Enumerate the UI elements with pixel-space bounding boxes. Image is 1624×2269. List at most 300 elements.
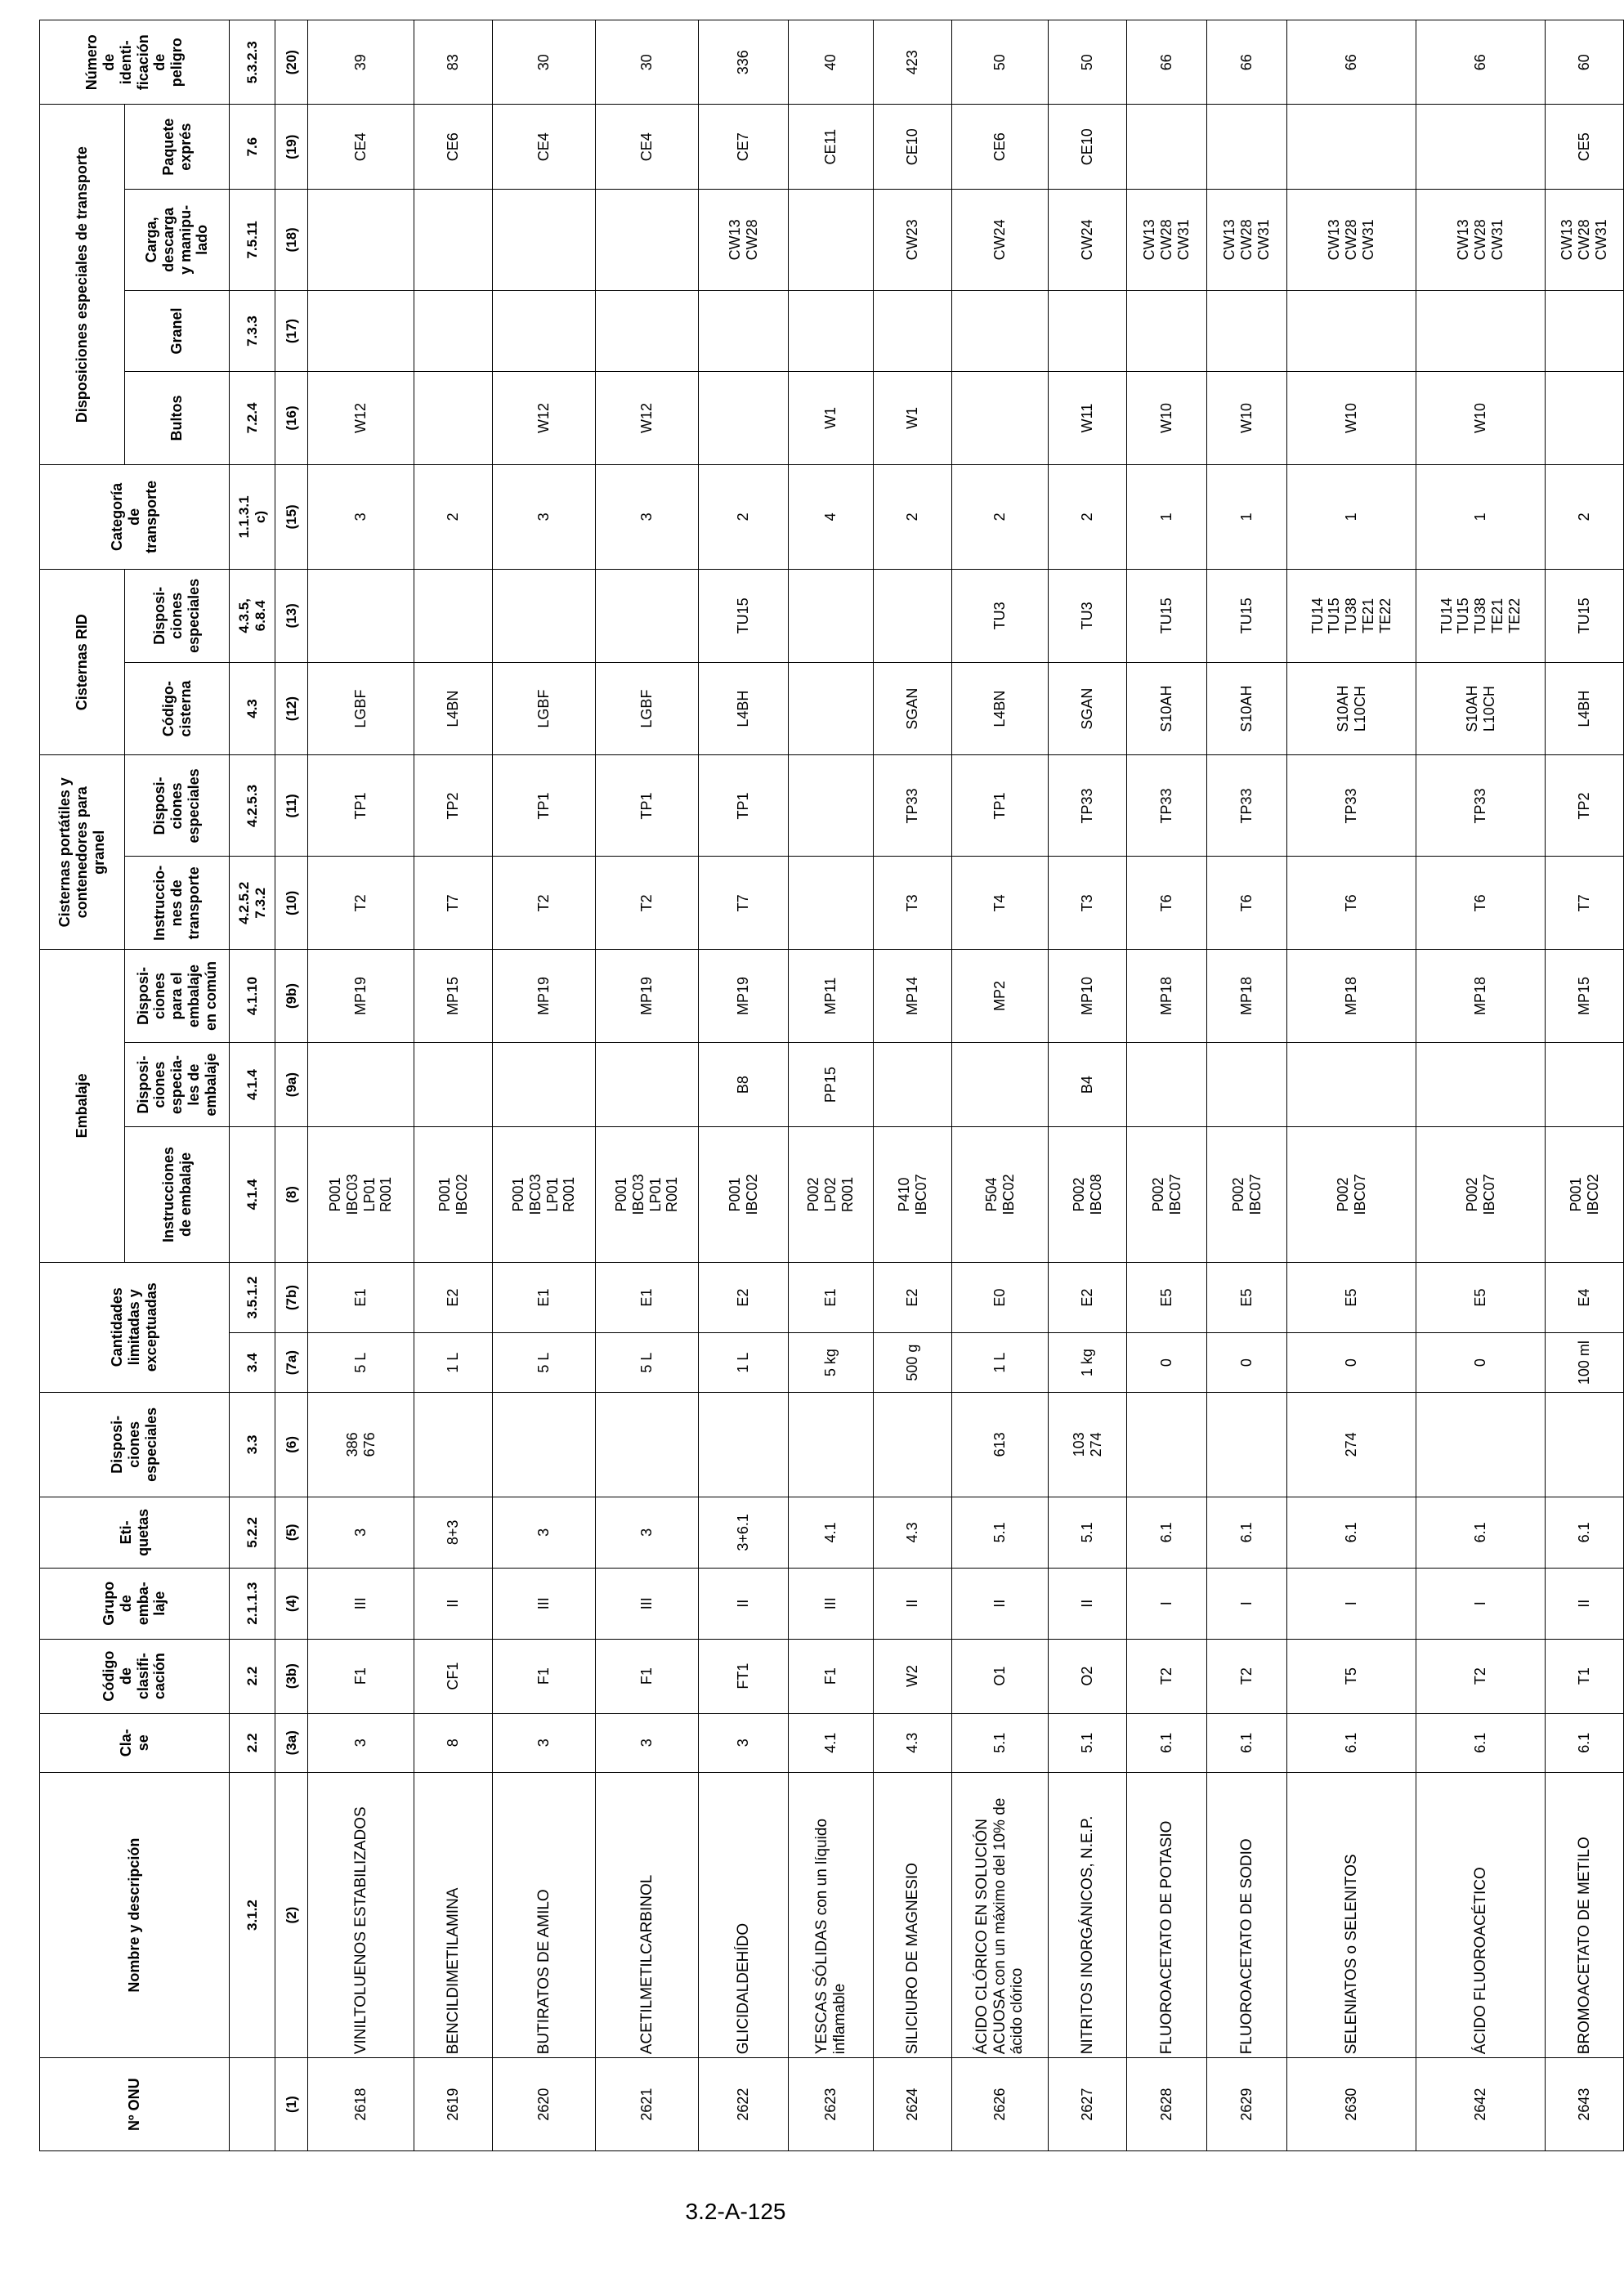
table-cell: L4BN: [414, 662, 493, 755]
column-number-row: [275, 20, 308, 2151]
table-cell: 2: [699, 464, 789, 569]
table-cell: P504 IBC02: [952, 1127, 1049, 1262]
num-cell: (15): [275, 464, 308, 569]
table-cell: P001 IBC02: [699, 1127, 789, 1262]
reference-row: [230, 20, 275, 2151]
table-cell: 0: [1416, 1333, 1546, 1392]
table-cell: II: [699, 1568, 789, 1639]
table-cell: II: [874, 1568, 952, 1639]
table-cell: 4.1: [789, 1713, 874, 1772]
table-cell: 2: [1546, 464, 1624, 569]
un-number-cell: 2619: [414, 2058, 493, 2151]
substance-name-cell: NITRITOS INORGÁNICOS, N.E.P.: [1049, 1772, 1127, 2057]
table-cell: 1: [1287, 464, 1416, 569]
un-number-cell: 2627: [1049, 2058, 1127, 2151]
table-cell: W12: [596, 372, 699, 465]
num-cell: (19): [275, 105, 308, 189]
table-cell: 1 L: [952, 1333, 1049, 1392]
table-cell: 5.1: [952, 1497, 1049, 1568]
table-cell: 1 L: [414, 1333, 493, 1392]
table-cell: MP18: [1416, 950, 1546, 1043]
table-cell: TP33: [1287, 755, 1416, 857]
ref-cell: 7.2.4: [230, 372, 275, 465]
table-cell: [1416, 1392, 1546, 1497]
table-row: [1546, 20, 1624, 2151]
table-cell: W12: [308, 372, 414, 465]
header-class: Cla- se: [40, 1713, 230, 1772]
ref-cell: 5.3.2.3: [230, 20, 275, 105]
table-cell: 1: [1416, 464, 1546, 569]
table-cell: [596, 189, 699, 290]
table-cell: TU14 TU15 TU38 TE21 TE22: [1287, 570, 1416, 663]
table-cell: CW13 CW28: [699, 189, 789, 290]
num-cell: (13): [275, 570, 308, 663]
header-tank-code: Código- cisterna: [125, 662, 230, 755]
table-cell: I: [1416, 1568, 1546, 1639]
table-row: [493, 20, 596, 2151]
table-cell: [874, 290, 952, 371]
table-cell: III: [596, 1568, 699, 1639]
num-cell: (20): [275, 20, 308, 105]
table-cell: 4.3: [874, 1497, 952, 1568]
ref-cell: [230, 2058, 275, 2151]
header-mixed-packing: Disposi- ciones para el embalaje en común: [125, 950, 230, 1043]
table-cell: CW13 CW28 CW31: [1127, 189, 1207, 290]
table-cell: T6: [1416, 857, 1546, 950]
table-cell: [414, 570, 493, 663]
num-cell: (16): [275, 372, 308, 465]
table-cell: PP15: [789, 1042, 874, 1126]
table-cell: II: [414, 1568, 493, 1639]
table-cell: CE6: [414, 105, 493, 189]
table-cell: W2: [874, 1639, 952, 1713]
table-cell: LGBF: [493, 662, 596, 755]
table-cell: [493, 189, 596, 290]
table-cell: TP2: [1546, 755, 1624, 857]
table-cell: 2: [874, 464, 952, 569]
table-cell: CF1: [414, 1639, 493, 1713]
table-cell: B4: [1049, 1042, 1127, 1126]
un-number-cell: 2620: [493, 2058, 596, 2151]
table-cell: T5: [1287, 1639, 1416, 1713]
table-cell: 6.1: [1127, 1713, 1207, 1772]
table-cell: T2: [1416, 1639, 1546, 1713]
table-cell: TP33: [1207, 755, 1287, 857]
table-cell: 30: [493, 20, 596, 105]
ref-cell: 7.6: [230, 105, 275, 189]
num-cell: (7b): [275, 1262, 308, 1333]
table-cell: [596, 1392, 699, 1497]
table-row: [699, 20, 789, 2151]
ref-cell: 5.2.2: [230, 1497, 275, 1568]
table-cell: 6.1: [1127, 1497, 1207, 1568]
table-cell: CE10: [1049, 105, 1127, 189]
substance-name-cell: BENCILDIMETILAMINA: [414, 1772, 493, 2057]
ref-cell: 1.1.3.1 c): [230, 464, 275, 569]
substance-name-cell: BROMOACETATO DE METILO: [1546, 1772, 1624, 2057]
table-cell: [1207, 290, 1287, 371]
header-tank-provisions: Disposi- ciones especiales: [125, 755, 230, 857]
table-cell: [1546, 372, 1624, 465]
table-cell: MP19: [596, 950, 699, 1043]
table-cell: 0: [1207, 1333, 1287, 1392]
ref-cell: 4.3.5, 6.8.4: [230, 570, 275, 663]
table-cell: 5.1: [1049, 1497, 1127, 1568]
table-cell: E5: [1207, 1262, 1287, 1333]
table-cell: MP18: [1207, 950, 1287, 1043]
table-cell: CE6: [952, 105, 1049, 189]
table-cell: III: [308, 1568, 414, 1639]
table-cell: LGBF: [308, 662, 414, 755]
table-cell: [1416, 290, 1546, 371]
table-cell: 336: [699, 20, 789, 105]
table-cell: 6.1: [1207, 1497, 1287, 1568]
un-number-cell: 2626: [952, 2058, 1049, 2151]
un-number-cell: 2629: [1207, 2058, 1287, 2151]
table-cell: 6.1: [1416, 1497, 1546, 1568]
table-cell: 6.1: [1207, 1713, 1287, 1772]
table-cell: 6.1: [1287, 1713, 1416, 1772]
table-cell: 2: [952, 464, 1049, 569]
ref-cell: 2.1.1.3: [230, 1568, 275, 1639]
table-cell: [952, 290, 1049, 371]
table-cell: TU14 TU15 TU38 TE21 TE22: [1416, 570, 1546, 663]
table-cell: MP18: [1287, 950, 1416, 1043]
table-cell: CE7: [699, 105, 789, 189]
table-cell: [1546, 1042, 1624, 1126]
table-cell: [952, 372, 1049, 465]
table-cell: SGAN: [874, 662, 952, 755]
table-cell: P002 IBC07: [1207, 1127, 1287, 1262]
substance-name-cell: ACETILMETILCARBINOL: [596, 1772, 699, 2057]
header-packing-instructions: Instrucciones de embalaje: [125, 1127, 230, 1262]
un-number-cell: 2622: [699, 2058, 789, 2151]
table-row: [1127, 20, 1207, 2151]
table-cell: E5: [1416, 1262, 1546, 1333]
table-cell: 1: [1207, 464, 1287, 569]
table-cell: [789, 857, 874, 950]
table-cell: W12: [493, 372, 596, 465]
ref-cell: 2.2: [230, 1639, 275, 1713]
table-cell: TU3: [1049, 570, 1127, 663]
table-row: [874, 20, 952, 2151]
table-cell: 6.1: [1416, 1713, 1546, 1772]
header-loading: Carga, descarga y manipu- lado: [125, 189, 230, 290]
header-transport-category: Categoría de transporte: [40, 464, 230, 569]
num-cell: (8): [275, 1127, 308, 1262]
table-cell: 5 kg: [789, 1333, 874, 1392]
un-number-cell: 2628: [1127, 2058, 1207, 2151]
substance-name-cell: SELENIATOS o SELENITOS: [1287, 1772, 1416, 2057]
table-cell: S10AH L10CH: [1287, 662, 1416, 755]
table-cell: [1287, 105, 1416, 189]
table-cell: TP33: [874, 755, 952, 857]
table-row: [1207, 20, 1287, 2151]
header-packing-group: Grupo de emba- laje: [40, 1568, 230, 1639]
table-cell: P002 LP02 R001: [789, 1127, 874, 1262]
table-cell: 8: [414, 1713, 493, 1772]
table-cell: W10: [1416, 372, 1546, 465]
table-cell: CE10: [874, 105, 952, 189]
table-cell: E2: [414, 1262, 493, 1333]
table-cell: P002 IBC07: [1416, 1127, 1546, 1262]
table-cell: MP10: [1049, 950, 1127, 1043]
table-cell: TP1: [493, 755, 596, 857]
substance-name-cell: FLUOROACETATO DE POTASIO: [1127, 1772, 1207, 2057]
num-cell: (12): [275, 662, 308, 755]
table-cell: 3: [596, 1497, 699, 1568]
table-cell: P002 IBC07: [1127, 1127, 1207, 1262]
table-cell: E2: [1049, 1262, 1127, 1333]
table-cell: T6: [1207, 857, 1287, 950]
table-row: [414, 20, 493, 2151]
table-cell: [1049, 290, 1127, 371]
header-packages: Bultos: [125, 372, 230, 465]
table-cell: [1416, 1042, 1546, 1126]
table-cell: TU3: [952, 570, 1049, 663]
table-cell: I: [1207, 1568, 1287, 1639]
table-cell: I: [1287, 1568, 1416, 1639]
table-cell: O2: [1049, 1639, 1127, 1713]
table-cell: T6: [1127, 857, 1207, 950]
table-cell: [789, 1392, 874, 1497]
table-cell: MP2: [952, 950, 1049, 1043]
table-cell: 50: [952, 20, 1049, 105]
table-cell: [493, 570, 596, 663]
table-cell: E1: [308, 1262, 414, 1333]
table-cell: TP2: [414, 755, 493, 857]
table-cell: [952, 1042, 1049, 1126]
ref-cell: 4.2.5.3: [230, 755, 275, 857]
header-packaging: Embalaje: [40, 950, 125, 1262]
table-cell: 1: [1127, 464, 1207, 569]
table-cell: III: [789, 1568, 874, 1639]
table-cell: 66: [1207, 20, 1287, 105]
table-cell: TP1: [308, 755, 414, 857]
table-cell: 0: [1287, 1333, 1416, 1392]
table-cell: P001 IBC03 LP01 R001: [596, 1127, 699, 1262]
table-cell: II: [1049, 1568, 1127, 1639]
table-cell: E1: [493, 1262, 596, 1333]
table-cell: T6: [1287, 857, 1416, 950]
table-cell: 66: [1127, 20, 1207, 105]
num-cell: (4): [275, 1568, 308, 1639]
substance-name-cell: BUTIRATOS DE AMILO: [493, 1772, 596, 2057]
table-cell: T3: [1049, 857, 1127, 950]
table-cell: F1: [308, 1639, 414, 1713]
table-cell: [596, 570, 699, 663]
un-number-cell: 2630: [1287, 2058, 1416, 2151]
table-cell: S10AH: [1207, 662, 1287, 755]
table-cell: I: [1127, 1568, 1207, 1639]
ref-cell: 7.3.3: [230, 290, 275, 371]
header-special-packing: Disposi- ciones especia- les de embalaje: [125, 1042, 230, 1126]
table-cell: [596, 290, 699, 371]
table-cell: CW13 CW28 CW31: [1287, 189, 1416, 290]
num-cell: (6): [275, 1392, 308, 1497]
ref-cell: 3.5.1.2: [230, 1262, 275, 1333]
table-cell: T2: [308, 857, 414, 950]
header-row-1: [40, 20, 125, 2151]
header-bulk: Granel: [125, 290, 230, 371]
table-row: [1049, 20, 1127, 2151]
table-cell: [596, 1042, 699, 1126]
table-cell: [1127, 290, 1207, 371]
table-cell: [874, 1042, 952, 1126]
table-cell: 5 L: [493, 1333, 596, 1392]
table-cell: 4.1: [789, 1497, 874, 1568]
table-cell: 8+3: [414, 1497, 493, 1568]
table-cell: 2: [1049, 464, 1127, 569]
table-cell: [874, 570, 952, 663]
table-cell: [1207, 105, 1287, 189]
table-cell: [789, 189, 874, 290]
un-number-cell: 2642: [1416, 2058, 1546, 2151]
table-cell: [308, 570, 414, 663]
table-cell: MP19: [699, 950, 789, 1043]
table-cell: CE5: [1546, 105, 1624, 189]
table-cell: E1: [596, 1262, 699, 1333]
substance-name-cell: ÁCIDO CLÓRICO EN SOLUCIÓN ACUOSA con un máximo del 10% de ácido clórico: [952, 1772, 1049, 2057]
table-row: [1287, 20, 1416, 2151]
num-cell: (1): [275, 2058, 308, 2151]
table-cell: 4.3: [874, 1713, 952, 1772]
table-cell: T7: [1546, 857, 1624, 950]
header-express: Paquete exprés: [125, 105, 230, 189]
un-number-cell: 2623: [789, 2058, 874, 2151]
table-cell: P002 IBC08: [1049, 1127, 1127, 1262]
table-cell: [414, 1042, 493, 1126]
table-cell: [308, 189, 414, 290]
table-cell: 613: [952, 1392, 1049, 1497]
table-cell: 3: [308, 1497, 414, 1568]
table-cell: B8: [699, 1042, 789, 1126]
table-cell: [699, 290, 789, 371]
substance-name-cell: VINILTOLUENOS ESTABILIZADOS: [308, 1772, 414, 2057]
ref-cell: 4.1.4: [230, 1127, 275, 1262]
table-cell: 3: [493, 1497, 596, 1568]
table-cell: 5 L: [596, 1333, 699, 1392]
un-number-cell: 2643: [1546, 2058, 1624, 2151]
ref-cell: 2.2: [230, 1713, 275, 1772]
table-cell: E0: [952, 1262, 1049, 1333]
num-cell: (2): [275, 1772, 308, 2057]
table-cell: E2: [699, 1262, 789, 1333]
ref-cell: 7.5.11: [230, 189, 275, 290]
header-rid-tanks: Cisternas RID: [40, 570, 125, 755]
un-number-cell: 2624: [874, 2058, 952, 2151]
table-cell: 60: [1546, 20, 1624, 105]
table-cell: E4: [1546, 1262, 1624, 1333]
table-cell: 5.1: [952, 1713, 1049, 1772]
table-cell: W1: [874, 372, 952, 465]
table-cell: E5: [1287, 1262, 1416, 1333]
table-cell: T2: [1207, 1639, 1287, 1713]
table-cell: P001 IBC03 LP01 R001: [493, 1127, 596, 1262]
table-cell: [1287, 1042, 1416, 1126]
table-cell: [493, 290, 596, 371]
header-special-provisions: Disposi- ciones especiales: [40, 1392, 230, 1497]
table-cell: [874, 1392, 952, 1497]
table-cell: TP1: [699, 755, 789, 857]
table-cell: O1: [952, 1639, 1049, 1713]
table-cell: 1 L: [699, 1333, 789, 1392]
table-body: [308, 20, 1624, 2151]
table-cell: W10: [1287, 372, 1416, 465]
table-cell: TP1: [952, 755, 1049, 857]
table-cell: 3: [308, 1713, 414, 1772]
table-cell: [1127, 1392, 1207, 1497]
table-cell: CW13 CW28 CW31: [1546, 189, 1624, 290]
table-cell: P002 IBC07: [1287, 1127, 1416, 1262]
table-cell: E1: [789, 1262, 874, 1333]
table-cell: CW24: [952, 189, 1049, 290]
substance-name-cell: SILICIURO DE MAGNESIO: [874, 1772, 952, 2057]
header-rid-provisions: Disposi- ciones especiales: [125, 570, 230, 663]
table-cell: 6.1: [1546, 1713, 1624, 1772]
table-row: [308, 20, 414, 2151]
table-cell: [493, 1042, 596, 1126]
table-cell: T2: [493, 857, 596, 950]
table-cell: 3: [699, 1713, 789, 1772]
table-row: [952, 20, 1049, 2151]
table-cell: [493, 1392, 596, 1497]
table-cell: III: [493, 1568, 596, 1639]
table-cell: 66: [1416, 20, 1546, 105]
table-cell: P001 IBC02: [1546, 1127, 1624, 1262]
table-cell: TP33: [1416, 755, 1546, 857]
table-cell: W10: [1207, 372, 1287, 465]
num-cell: (5): [275, 1497, 308, 1568]
table-cell: T2: [1127, 1639, 1207, 1713]
table-row: [596, 20, 699, 2151]
table-cell: 100 ml: [1546, 1333, 1624, 1392]
table-cell: MP11: [789, 950, 874, 1043]
table-cell: E2: [874, 1262, 952, 1333]
header-tank-instructions: Instruccio- nes de transporte: [125, 857, 230, 950]
table-cell: P001 IBC02: [414, 1127, 493, 1262]
table-cell: CW13 CW28 CW31: [1207, 189, 1287, 290]
table-cell: 66: [1287, 20, 1416, 105]
table-cell: 0: [1127, 1333, 1207, 1392]
ref-cell: 3.3: [230, 1392, 275, 1497]
table-cell: P001 IBC03 LP01 R001: [308, 1127, 414, 1262]
table-cell: TU15: [1207, 570, 1287, 663]
table-cell: W11: [1049, 372, 1127, 465]
table-cell: [699, 1392, 789, 1497]
table-row: [1416, 20, 1546, 2151]
table-cell: 50: [1049, 20, 1127, 105]
table-cell: [789, 290, 874, 371]
table-cell: T7: [699, 857, 789, 950]
table-cell: 39: [308, 20, 414, 105]
header-portable-tanks: Cisternas portátiles y contenedores para granel: [40, 755, 125, 950]
table-cell: TU15: [1546, 570, 1624, 663]
table-cell: F1: [493, 1639, 596, 1713]
substance-name-cell: GLICIDALDEHÍDO: [699, 1772, 789, 2057]
table-cell: W1: [789, 372, 874, 465]
table-cell: [308, 1042, 414, 1126]
table-cell: [699, 372, 789, 465]
page-number: 3.2-A-125: [685, 2199, 786, 2224]
table-cell: [1207, 1042, 1287, 1126]
ref-cell: 4.1.4: [230, 1042, 275, 1126]
table-cell: 423: [874, 20, 952, 105]
table-cell: 40: [789, 20, 874, 105]
table-cell: II: [952, 1568, 1049, 1639]
table-cell: MP19: [308, 950, 414, 1043]
table-cell: 3: [493, 1713, 596, 1772]
